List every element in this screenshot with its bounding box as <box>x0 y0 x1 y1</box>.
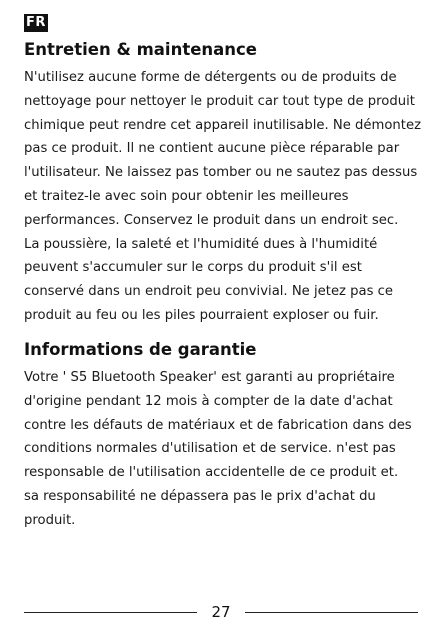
text-line: Votre ' S5 Bluetooth Speaker' est garanti au propriétaire <box>24 370 395 385</box>
text-line: produit au feu ou les piles pourraient exploser ou fuir. <box>24 307 379 323</box>
footer-rule-right <box>245 612 418 613</box>
text-line: pas ce produit. Il ne contient aucune pièce réparable par <box>24 141 400 157</box>
maintenance-paragraph <box>24 66 424 328</box>
text-line: nettoyage pour nettoyer le produit car tout type de produit <box>24 93 415 109</box>
maintenance-section <box>24 38 424 328</box>
text-line: l'utilisateur. Ne laissez pas tomber ou ne sautez pas dessus <box>24 165 418 181</box>
text-line: produit. <box>24 512 76 528</box>
warranty-section <box>24 338 424 533</box>
text-line: et traitez-le avec soin pour obtenir les meilleures <box>24 188 349 204</box>
text-line: chimique peut rendre cet appareil inutilisable. Ne démontez <box>24 117 421 133</box>
warranty-paragraph <box>24 366 424 533</box>
text-line: peuvent s'accumuler sur le corps du produit s'il est <box>24 260 362 276</box>
page-footer <box>24 600 418 624</box>
text-line: N'utilisez aucune forme de détergents ou de produits de <box>24 70 397 85</box>
footer-rule-left <box>24 612 197 613</box>
text-line: conditions normales d'utilisation et de service. n'est pas <box>24 441 396 457</box>
warranty-heading: Informations de garantie <box>24 340 257 359</box>
text-line: sa responsabilité ne dépassera pas le prix d'achat du <box>24 488 376 504</box>
text-line: d'origine pendant 12 mois à compter de la date d'achat <box>24 393 393 409</box>
text-line: La poussière, la saleté et l'humidité dues à l'humidité <box>24 236 378 252</box>
text-line: performances. Conservez le produit dans un endroit sec. <box>24 212 399 228</box>
language-badge: FR <box>24 14 48 32</box>
text-line: conservé dans un endroit peu convivial. Ne jetez pas ce <box>24 284 394 300</box>
page-number: 27 <box>211 603 231 621</box>
text-line: contre les défauts de matériaux et de fabrication dans des <box>24 417 412 433</box>
maintenance-heading: Entretien & maintenance <box>24 40 257 59</box>
text-line: responsable de l'utilisation accidentelle de ce produit et. <box>24 465 399 481</box>
